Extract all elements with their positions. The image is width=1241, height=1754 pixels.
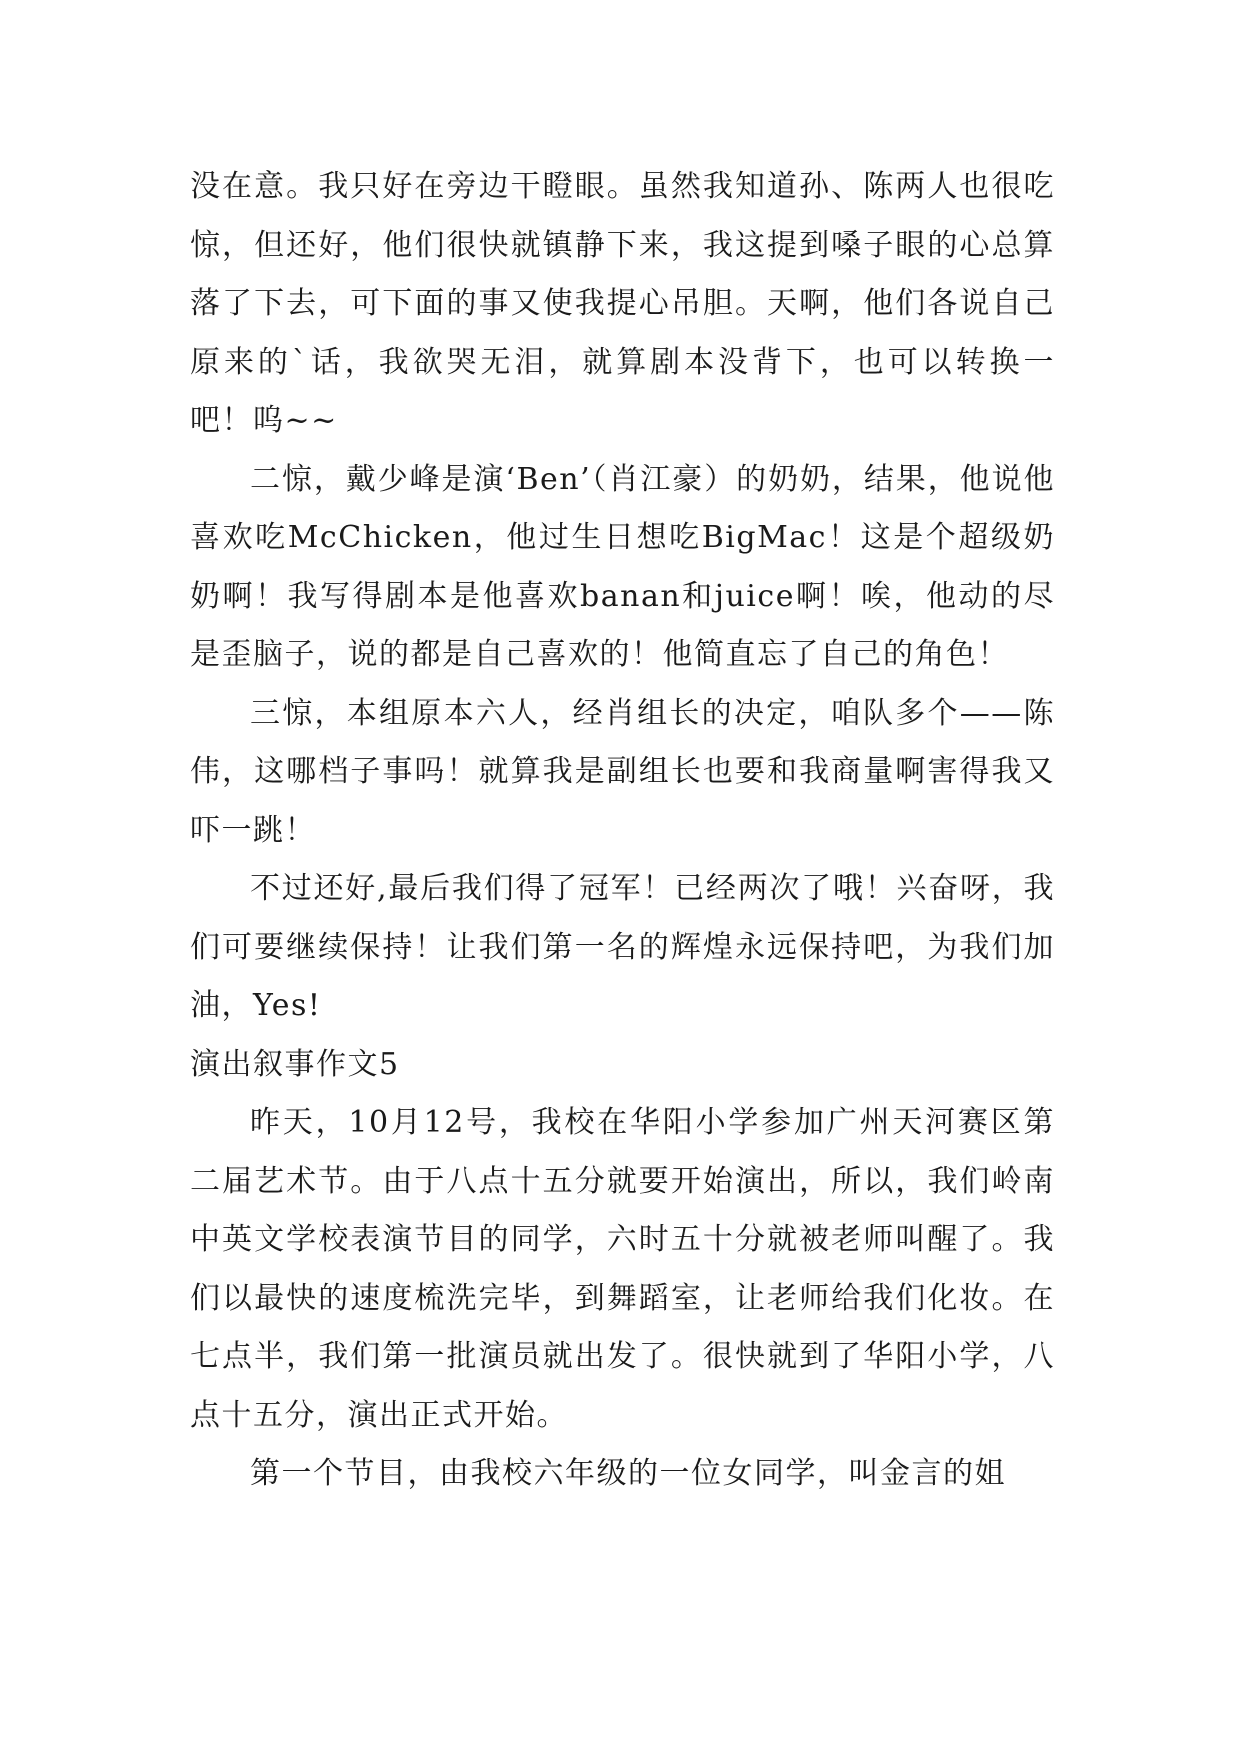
- paragraph-2: 二惊，戴少峰是演‘Ben’（肖江豪）的奶奶，结果，他说他喜欢吃McChicken，他过生日想吃BigMac！这是个超级奶奶啊！我写得剧本是他喜欢banan和juice啊！唉，他动的尽是歪脑子，说的都是自己喜欢的！他简直忘了自己的角色！: [190, 461, 1055, 672]
- paragraph-3: 三惊，本组原本六人，经肖组长的决定，咱队多个——陈伟，这哪档子事吗！就算我是副组长也要和我商量啊害得我又吓一跳！: [190, 695, 1055, 848]
- paragraph-6: 第一个节目，由我校六年级的一位女同学，叫金言的姐: [250, 1456, 1006, 1491]
- paragraph-1: 没在意。我只好在旁边干瞪眼。虽然我知道孙、陈两人也很吃惊，但还好，他们很快就镇静下来，我这提到嗓子眼的心总算落了下去，可下面的事又使我提心吊胆。天啊，他们各说自己原来的`话，我欲哭无泪，就算剧本没背下，也可以转换一吧！呜~~: [190, 169, 1055, 438]
- document-page: [190, 158, 1055, 1504]
- paragraph-4: 不过还好,最后我们得了冠军！已经两次了哦！兴奋呀，我们可要继续保持！让我们第一名的辉煌永远保持吧，为我们加油，Yes!: [190, 871, 1055, 1023]
- paragraph-5: 昨天，10月12号，我校在华阳小学参加广州天河赛区第二届艺术节。由于八点十五分就要开始演出，所以，我们岭南中英文学校表演节目的同学，六时五十分就被老师叫醒了。我们以最快的速度梳洗完毕，到舞蹈室，让老师给我们化妆。在七点半，我们第一批演员就出发了。很快就到了华阳小学，八点十五分，演出正式开始。: [190, 1105, 1055, 1433]
- section-heading: 演出叙事作文5: [190, 1046, 400, 1082]
